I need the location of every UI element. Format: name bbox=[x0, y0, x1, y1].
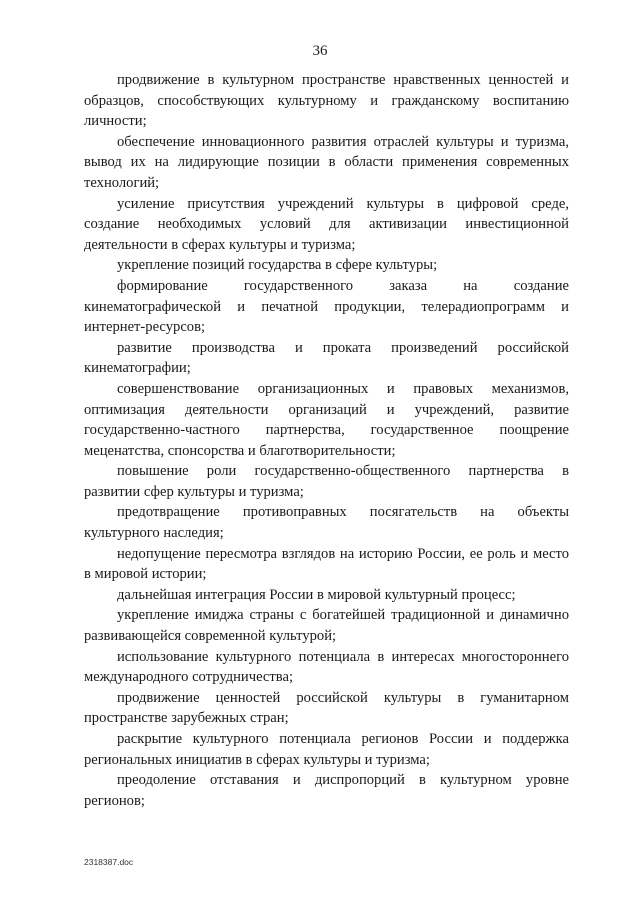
paragraph: продвижение ценностей российской культуры в гуманитарном пространстве зарубежных стран; bbox=[84, 689, 569, 727]
paragraph: усиление присутствия учреждений культуры в цифровой среде, создание необходимых условий для активизации инвестиционной деятельности в сферах культуры и туризма; bbox=[84, 195, 569, 253]
paragraph: раскрытие культурного потенциала регионов России и поддержка региональных инициатив в сферах культуры и туризма; bbox=[84, 731, 569, 768]
paragraph: формирование государственного заказа на создание кинематографической и печатной продукции, телерадиопрограмм и интернет-ресурсов; bbox=[84, 277, 569, 336]
paragraph: развитие производства и проката произведений российской кинематографии; bbox=[84, 339, 569, 377]
paragraph: обеспечение инновационного развития отраслей культуры и туризма, вывод их на лидирующие позиции в области применения современных технологий; bbox=[84, 133, 569, 191]
paragraph: дальнейшая интеграция России в мировой культурный процесс; bbox=[117, 586, 516, 603]
document-filename-footer: 2318387.doc bbox=[84, 857, 134, 867]
paragraph: повышение роли государственно-общественного партнерства в развитии сфер культуры и туризма; bbox=[84, 463, 569, 500]
paragraph: использование культурного потенциала в интересах многостороннего международного сотрудничества; bbox=[84, 648, 569, 686]
paragraph: укрепление позиций государства в сфере культуры; bbox=[117, 257, 438, 274]
paragraph: совершенствование организационных и правовых механизмов, оптимизация деятельности организаций и учреждений, развитие государственно-частного партнерства, государственное поощрение меценатства, спонсорства и благотворительности; bbox=[84, 380, 569, 459]
paragraph: недопущение пересмотра взглядов на историю России, ее роль и место в мировой истории; bbox=[84, 545, 569, 583]
paragraph: укрепление имиджа страны с богатейшей традиционной и динамично развивающейся современной культурой; bbox=[84, 607, 569, 645]
paragraph: преодоление отставания и диспропорций в культурном уровне регионов; bbox=[84, 772, 569, 809]
paragraph: продвижение в культурном пространстве нравственных ценностей и образцов, способствующих культурному и гражданскому воспитанию личности; bbox=[84, 72, 569, 130]
document-body bbox=[84, 70, 569, 811]
page-number: 36 bbox=[312, 43, 328, 59]
paragraph: предотвращение противоправных посягательств на объекты культурного наследия; bbox=[84, 504, 569, 542]
